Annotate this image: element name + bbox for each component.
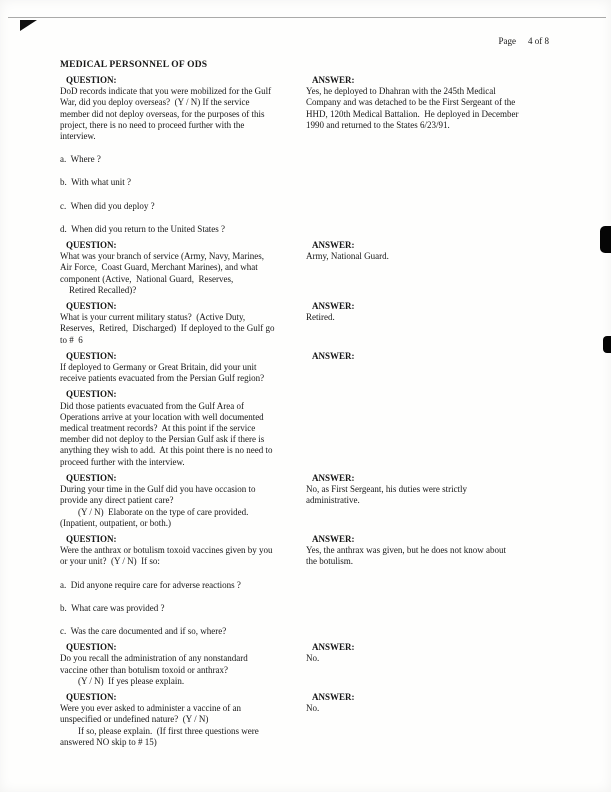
answer-line: 1990 and returned to the States 6/23/91.	[306, 119, 450, 130]
answer-column	[306, 692, 560, 748]
sub-item: c. When did you deploy ?	[60, 200, 155, 211]
answer-label: ANSWER:	[312, 301, 355, 312]
question-line: Reserves, Retired, Discharged) If deployed to the Gulf go	[60, 323, 275, 334]
question-label: QUESTION:	[66, 533, 117, 544]
question-column	[60, 75, 298, 142]
question-line: answered NO skip to # 15)	[60, 736, 157, 747]
question-label: QUESTION:	[66, 350, 117, 361]
question-line: Were the anthrax or botulism toxoid vaccines given by you	[60, 545, 273, 556]
answer-column	[306, 642, 560, 687]
question-label: QUESTION:	[66, 75, 117, 85]
qa-block	[60, 473, 560, 529]
question-line: project, there is no need to proceed further with the	[60, 119, 245, 130]
sub-item: a. Where ?	[60, 154, 101, 165]
answer-line: the botulism.	[306, 556, 353, 567]
question-line: Were you ever asked to administer a vaccine of an	[60, 703, 241, 714]
answer-line: administrative.	[306, 495, 360, 506]
question-label: QUESTION:	[66, 389, 117, 400]
page-label: Page	[498, 36, 516, 46]
sub-item-list	[60, 154, 560, 235]
question-line: Air Force, Coast Guard, Merchant Marines), and what	[60, 262, 258, 273]
corner-mark-artifact	[20, 20, 37, 31]
page-number: 4 of 8	[528, 36, 549, 46]
sub-item: a. Did anyone require care for adverse reactions ?	[60, 579, 241, 590]
document-content	[60, 60, 560, 748]
question-line: component (Active, National Guard, Reserves,	[60, 273, 234, 284]
question-column	[60, 301, 298, 346]
question-label: QUESTION:	[66, 642, 117, 653]
question-line: During your time in the Gulf did you have occasion to	[60, 484, 256, 495]
question-column	[60, 692, 298, 748]
question-line: DoD records indicate that you were mobilized for the Gulf	[60, 86, 272, 97]
question-line: Did those patients evacuated from the Gulf Area of	[60, 400, 244, 411]
sub-item: d. When did you return to the United States ?	[60, 223, 226, 234]
sub-item: b. With what unit ?	[60, 177, 131, 188]
question-line: (Y / N) Elaborate on the type of care provided.	[60, 506, 249, 517]
answer-label: ANSWER:	[312, 533, 355, 544]
question-label: QUESTION:	[66, 472, 117, 483]
answer-label: ANSWER:	[312, 691, 355, 702]
question-line: anything they wish to add. At this point there is no need to	[60, 445, 273, 456]
question-line: member did not deploy to the Persian Gulf ask if there is	[60, 434, 265, 445]
question-line: What was your branch of service (Army, Navy, Marines,	[60, 251, 265, 262]
edge-mark-artifact	[600, 226, 611, 253]
question-label: QUESTION:	[66, 691, 117, 702]
qa-block	[60, 351, 560, 385]
question-line: (Inpatient, outpatient, or both.)	[60, 517, 171, 528]
question-line: interview.	[60, 131, 96, 142]
question-line: If so, please explain. (If first three questions were	[60, 725, 259, 736]
qa-list	[60, 75, 560, 748]
answer-column	[306, 389, 560, 467]
scan-line-artifact	[8, 17, 606, 18]
question-line: member did not deploy overseas, for the purposes of this	[60, 108, 265, 119]
answer-column	[306, 75, 560, 142]
question-line: Operations arrive at your location with well documented	[60, 411, 264, 422]
answer-line: HHD, 120th Medical Battalion. He deployed in December	[306, 108, 519, 119]
question-column	[60, 389, 298, 467]
answer-line: Yes, he deployed to Dhahran with the 245th Medical	[306, 86, 496, 97]
qa-block	[60, 240, 560, 296]
question-label: QUESTION:	[66, 301, 117, 312]
question-line: (Y / N) If yes please explain.	[60, 675, 185, 686]
question-line: provide any direct patient care?	[60, 495, 174, 506]
question-line: What is your current military status? (Active Duty,	[60, 312, 246, 323]
answer-column	[306, 301, 560, 346]
answer-column	[306, 473, 560, 529]
answer-line: No, as First Sergeant, his duties were strictly	[306, 484, 468, 495]
answer-line: Army, National Guard.	[306, 251, 389, 262]
question-line: Do you recall the administration of any nonstandard	[60, 653, 248, 664]
answer-label: ANSWER:	[312, 350, 355, 361]
edge-mark-artifact	[603, 336, 611, 353]
answer-label: ANSWER:	[312, 472, 355, 483]
qa-block	[60, 692, 560, 748]
question-line: If deployed to Germany or Great Britain, did your unit	[60, 362, 257, 373]
answer-line: No.	[306, 703, 320, 714]
question-line: proceed further with the interview.	[60, 456, 185, 467]
answer-label: ANSWER:	[312, 642, 355, 653]
sub-item: b. What care was provided ?	[60, 602, 165, 613]
answer-line: Retired.	[306, 312, 335, 323]
answer-column	[306, 240, 560, 296]
qa-block	[60, 301, 560, 346]
qa-block	[60, 389, 560, 467]
question-label: QUESTION:	[66, 240, 117, 251]
question-line: to # 6	[60, 334, 83, 345]
qa-block	[60, 534, 560, 568]
question-column	[60, 642, 298, 687]
question-line: medical treatment records? At this point if the service	[60, 423, 256, 434]
answer-label: ANSWER:	[312, 240, 355, 251]
question-column	[60, 240, 298, 296]
question-line: vaccine other than botulism toxoid or anthrax?	[60, 664, 228, 675]
question-line: War, did you deploy overseas? (Y / N) If the service	[60, 97, 250, 108]
qa-block	[60, 75, 560, 142]
page-header	[499, 36, 550, 46]
answer-line: No.	[306, 653, 320, 664]
question-line: receive patients evacuated from the Persian Gulf region?	[60, 373, 265, 384]
answer-line: Yes, the anthrax was given, but he does not know about	[306, 545, 507, 556]
question-column	[60, 534, 298, 568]
question-column	[60, 351, 298, 385]
sub-item-list	[60, 580, 560, 638]
question-line: or your unit? (Y / N) If so:	[60, 556, 160, 567]
question-line: Retired Recalled)?	[60, 284, 137, 295]
answer-column	[306, 351, 560, 385]
answer-column	[306, 534, 560, 568]
sub-item: c. Was the care documented and if so, where?	[60, 625, 227, 636]
answer-line: Company and was detached to be the First Sergeant of the	[306, 97, 516, 108]
answer-label: ANSWER:	[312, 75, 355, 85]
qa-block	[60, 642, 560, 687]
question-column	[60, 473, 298, 529]
question-line: unspecified or undefined nature? (Y / N)	[60, 714, 209, 725]
document-title: MEDICAL PERSONNEL OF ODS	[60, 60, 208, 70]
